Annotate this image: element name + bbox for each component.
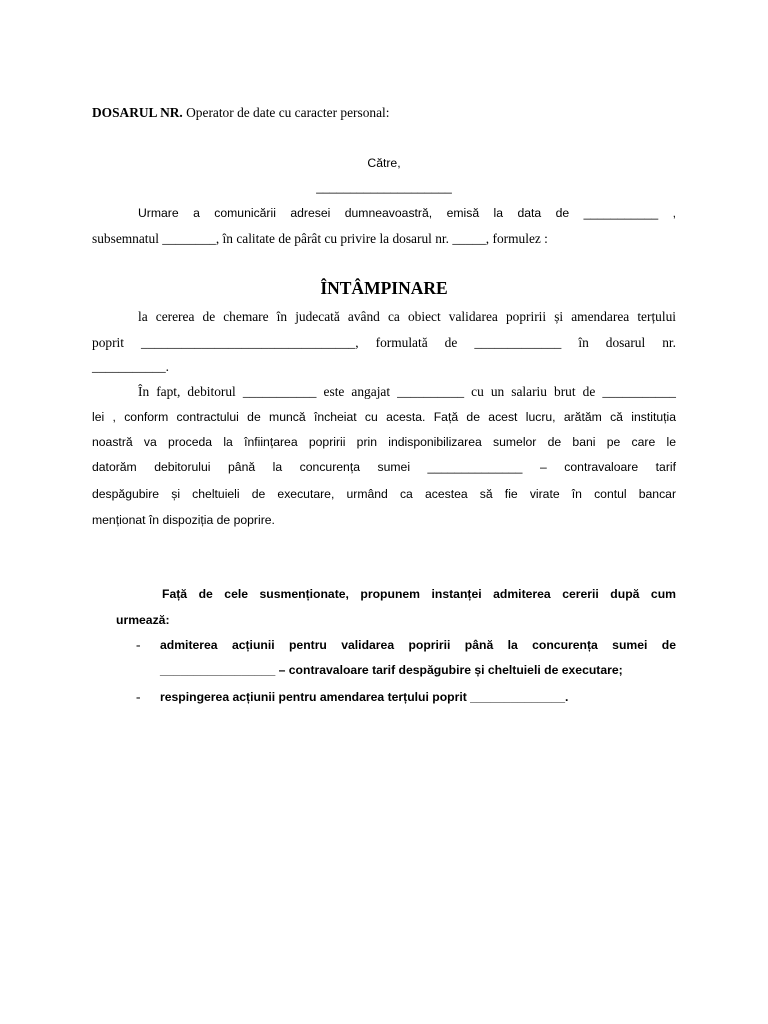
intro-line-1: Urmare a comunicării adresei dumneavoastră, emisă la data de ___________ , [138,206,676,220]
intro-line-2: subsemnatul ________, în calitate de pârât cu privire la dosarul nr. _____, formulez : [92,231,548,246]
bullet-dash: - [136,637,141,652]
item1-line-1: admiterea acțiunii pentru validarea popririi până la concurența sumei de [160,638,676,652]
item1-line-2: _________________ – contravaloare tarif despăgubire și cheltuieli de executare; [160,663,623,677]
addressee-blank: ____________________ [316,180,452,194]
subtitle-line-1: la cererea de chemare în judecată având ca obiect validarea popririi și amendarea terțului [138,309,676,324]
body-line-6: menționat în dispoziția de poprire. [92,513,275,527]
dosar-label: DOSARUL NR. [92,105,183,120]
body-line-4: datorăm debitorului până la concurența sumei ______________ – contravaloare tarif [92,460,676,474]
conclusion-line-1: Față de cele susmenționate, propunem instanței admiterea cererii după cum [162,587,676,601]
subtitle-line-3: ___________. [92,359,169,374]
document-title: ÎNTÂMPINARE [320,278,448,298]
item2-line: respingerea acțiunii pentru amendarea terțului poprit ______________. [160,690,569,704]
catre-label: Către, [367,156,401,170]
body-line-2: lei , conform contractului de muncă încheiat cu acesta. Față de acest lucru, arătăm că instituția [92,410,676,424]
body-line-5: despăgubire și cheltuieli de executare, urmând ca acestea să fie virate în contul bancar [92,487,676,501]
body-line-1: În fapt, debitorul ___________ este angajat __________ cu un salariu brut de ___________ [138,384,676,399]
bullet-dash: - [136,689,141,704]
operator-text: Operator de date cu caracter personal: [182,105,390,120]
conclusion-line-2: urmează: [116,613,170,627]
subtitle-line-2: poprit ________________________________, formulată de _____________ în dosarul nr. [92,335,676,350]
header-line [92,104,389,122]
body-line-3: noastră va proceda la înființarea popririi prin indisponibilizarea sumelor de bani pe care le [92,435,676,449]
